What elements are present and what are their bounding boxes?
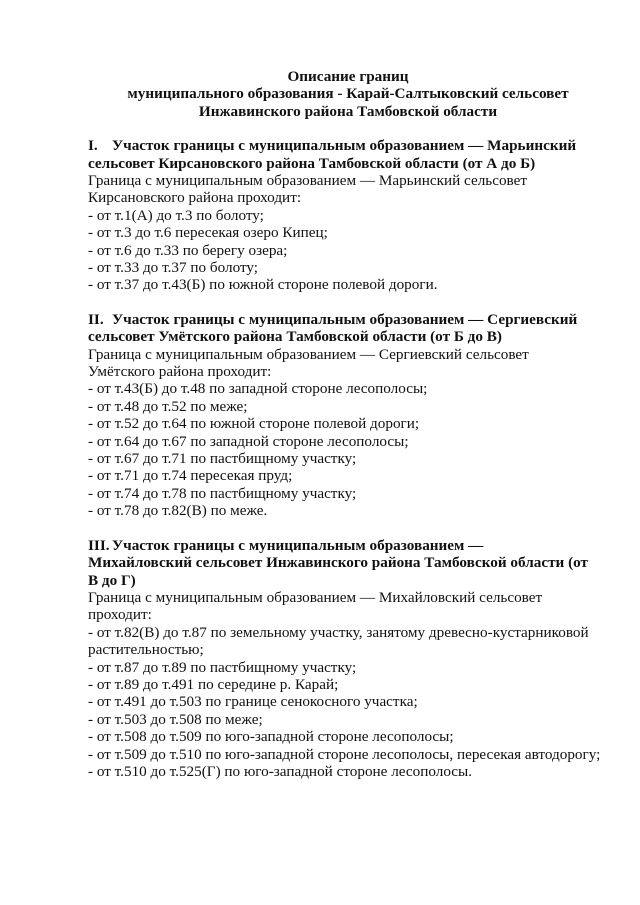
list-item: - от т.509 до т.510 по юго-западной стороне лесополосы, пересекая автодорогу; (88, 745, 601, 763)
list-item: - от т.71 до т.74 пересекая пруд; (88, 467, 293, 485)
title-line-2: муниципального образования - Карай-Салтыковский сельсовет (127, 85, 569, 103)
section-2 (88, 311, 608, 520)
section-heading-line-2: сельсовет Умётского района Тамбовской области (от Б до В) (88, 328, 502, 346)
list-item: - от т.74 до т.78 по пастбищному участку; (88, 484, 357, 502)
section-heading (88, 537, 608, 554)
list-item: - от т.37 до т.43(Б) по южной стороне полевой дороги. (88, 276, 438, 294)
section-intro-line-2: проходит: (88, 606, 152, 624)
list-item: - от т.82(В) до т.87 по земельному участку, занятому древесно-кустарниковой растительностью; (88, 623, 589, 659)
list-item: - от т.508 до т.509 по юго-западной стороне лесополосы; (88, 728, 454, 746)
segment-list (88, 380, 608, 519)
list-item: - от т.52 до т.64 по южной стороне полевой дороги; (88, 415, 420, 433)
list-item: - от т.33 до т.37 по болоту; (88, 259, 259, 277)
section-intro-line-1: Граница с муниципальным образованием — Марьинский сельсовет (88, 171, 527, 189)
list-item: - от т.48 до т.52 по меже; (88, 397, 248, 415)
title-line-3: Инжавинского района Тамбовской области (198, 102, 498, 120)
section-heading-line-2: сельсовет Кирсановского района Тамбовской области (от А до Б) (88, 154, 536, 172)
list-item: - от т.67 до т.71 по пастбищному участку; (88, 450, 357, 468)
list-item: - от т.78 до т.82(В) по меже. (88, 502, 268, 520)
list-item: - от т.87 до т.89 по пастбищному участку; (88, 658, 357, 676)
list-item: - от т.503 до т.508 по меже; (88, 710, 263, 728)
segment-list (88, 207, 608, 294)
segment-list (88, 624, 608, 781)
section-intro-line-1: Граница с муниципальным образованием — Сергиевский сельсовет (88, 345, 529, 363)
title-line-1: Описание границ (287, 68, 409, 85)
section-3 (88, 537, 608, 781)
section-number: III. (88, 536, 110, 554)
section-number: II. (88, 310, 104, 328)
list-item: - от т.6 до т.33 по берегу озера; (88, 241, 288, 259)
section-heading (88, 137, 608, 154)
section-heading-line-2: Михайловский сельсовет Инжавинского района Тамбовской области (от (88, 554, 589, 572)
section-heading-line-1: Участок границы с муниципальным образованием — Марьинский (112, 137, 577, 155)
list-item: - от т.510 до т.525(Г) по юго-западной стороне лесополосы. (88, 762, 473, 780)
section-intro-line-2: Умётского района проходит: (88, 363, 272, 381)
section-number: I. (88, 137, 98, 155)
document-page (88, 68, 608, 780)
section-heading-line-1: Участок границы с муниципальным образованием — Сергиевский (112, 310, 578, 328)
list-item: - от т.1(А) до т.3 по болоту; (88, 206, 264, 224)
section-1 (88, 137, 608, 294)
list-item: - от т.89 до т.491 по середине р. Карай; (88, 675, 339, 693)
list-item: - от т.64 до т.67 по западной стороне лесополосы; (88, 432, 409, 450)
list-item: - от т.491 до т.503 по границе сенокосного участка; (88, 693, 418, 711)
section-heading-line-3: В до Г) (88, 571, 136, 589)
section-intro-line-2: Кирсановского района проходит: (88, 189, 302, 207)
list-item: - от т.43(Б) до т.48 по западной стороне лесополосы; (88, 380, 428, 398)
document-title (88, 68, 608, 120)
section-intro-line-1: Граница с муниципальным образованием — Михайловский сельсовет (88, 588, 543, 606)
list-item: - от т.3 до т.6 пересекая озеро Кипец; (88, 224, 328, 242)
section-heading-line-1: Участок границы с муниципальным образованием — (112, 536, 484, 554)
section-heading (88, 311, 608, 328)
